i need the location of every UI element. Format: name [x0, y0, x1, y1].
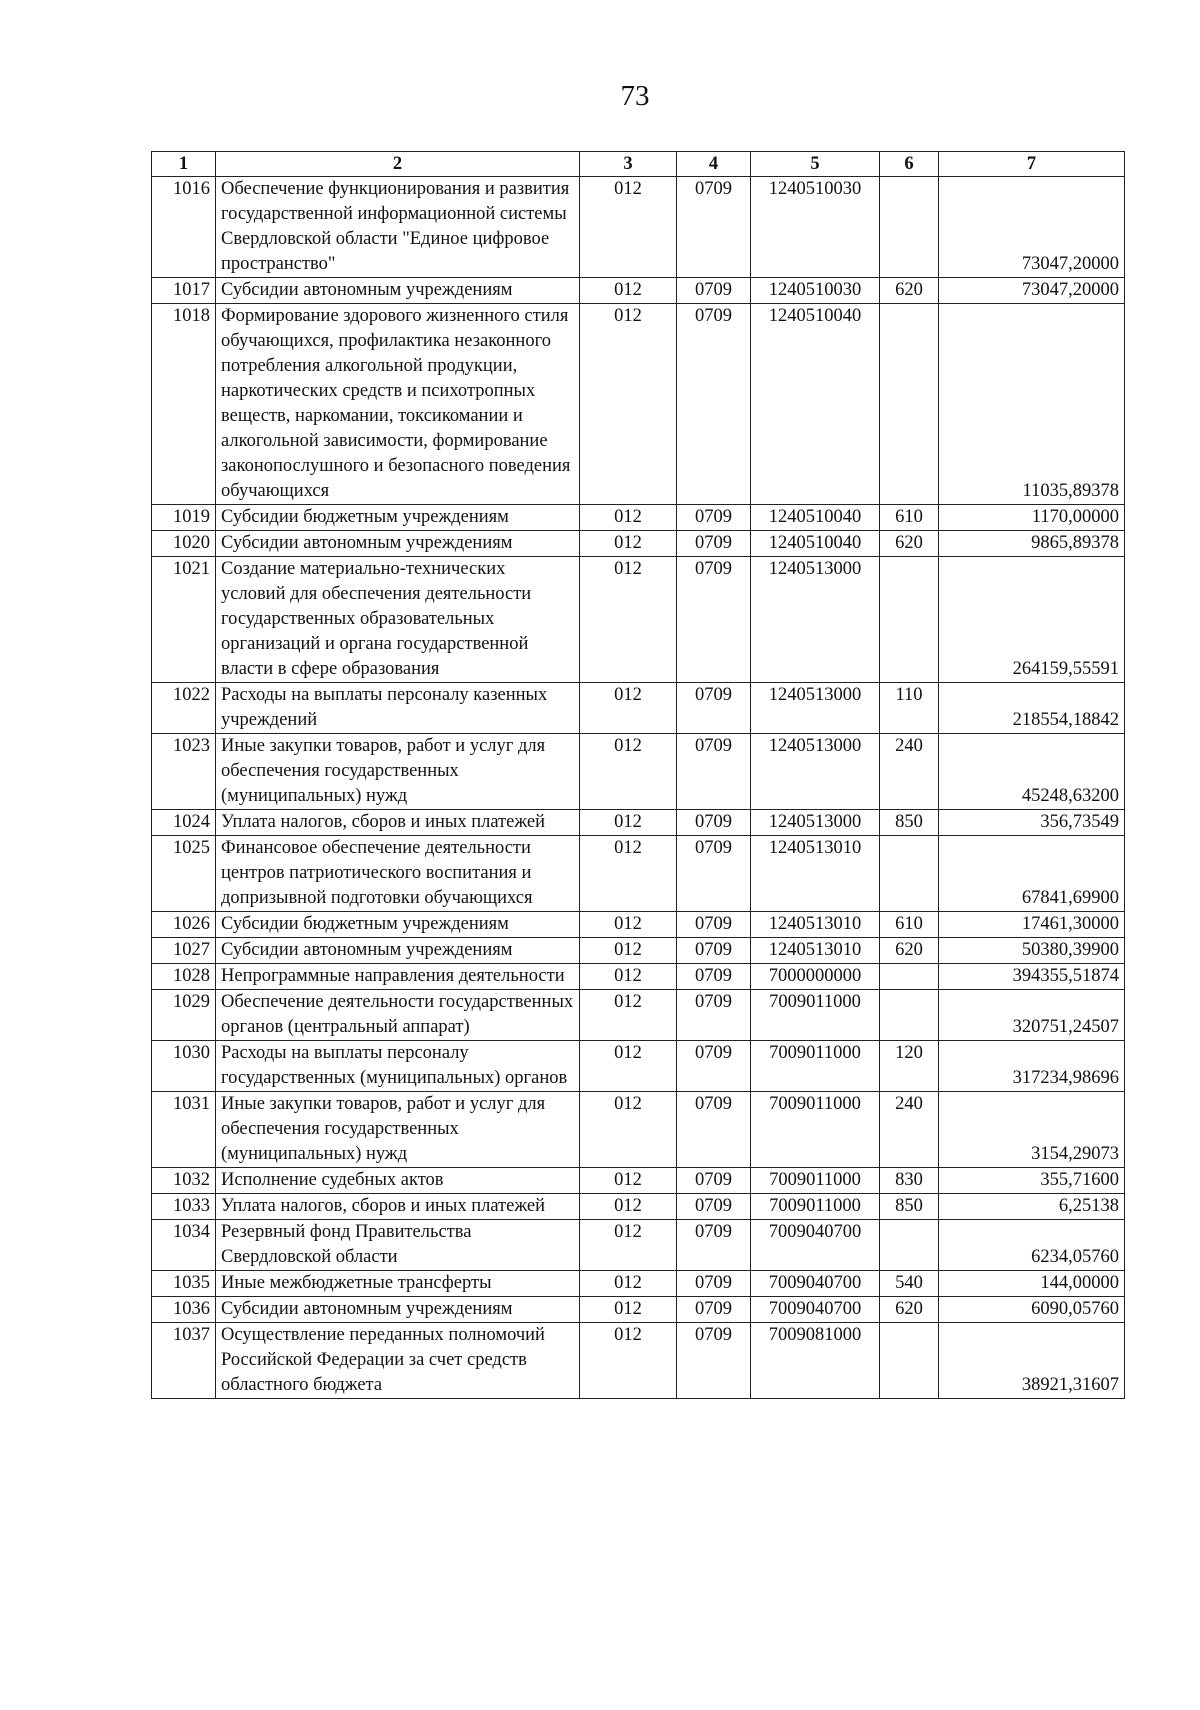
- expense-type-code: 610: [880, 912, 939, 938]
- expense-type-code: 620: [880, 938, 939, 964]
- expense-type-code: 850: [880, 810, 939, 836]
- amount: 50380,39900: [939, 938, 1125, 964]
- target-article-code: 7009011000: [751, 1168, 880, 1194]
- target-article-code: 1240510040: [751, 531, 880, 557]
- amount: 17461,30000: [939, 912, 1125, 938]
- row-number: 1028: [152, 964, 216, 990]
- section-code: 0709: [677, 836, 751, 912]
- ministry-code: 012: [580, 938, 677, 964]
- row-number: 1029: [152, 990, 216, 1041]
- expense-type-code: 110: [880, 683, 939, 734]
- row-number: 1020: [152, 531, 216, 557]
- row-name: Расходы на выплаты персоналу казенных учреждений: [216, 683, 580, 734]
- section-code: 0709: [677, 278, 751, 304]
- row-name: Иные межбюджетные трансферты: [216, 1271, 580, 1297]
- ministry-code: 012: [580, 278, 677, 304]
- header-row: [152, 152, 1125, 177]
- ministry-code: 012: [580, 1168, 677, 1194]
- amount: 73047,20000: [939, 278, 1125, 304]
- amount: 320751,24507: [939, 990, 1125, 1041]
- target-article-code: 1240510040: [751, 304, 880, 505]
- row-number: 1035: [152, 1271, 216, 1297]
- row-name: Обеспечение функционирования и развития государственной информационной системы Свердловской области "Единое цифровое пространство": [216, 177, 580, 278]
- table-row: [152, 1323, 1125, 1399]
- section-code: 0709: [677, 938, 751, 964]
- target-article-code: 1240510040: [751, 505, 880, 531]
- amount: 38921,31607: [939, 1323, 1125, 1399]
- expense-type-code: [880, 177, 939, 278]
- section-code: 0709: [677, 683, 751, 734]
- section-code: 0709: [677, 1271, 751, 1297]
- column-header: 6: [880, 152, 939, 177]
- row-number: 1031: [152, 1092, 216, 1168]
- expense-type-code: [880, 1323, 939, 1399]
- table-row: [152, 912, 1125, 938]
- target-article-code: 7009081000: [751, 1323, 880, 1399]
- row-number: 1033: [152, 1194, 216, 1220]
- target-article-code: 1240513010: [751, 836, 880, 912]
- row-name: Обеспечение деятельности государственных органов (центральный аппарат): [216, 990, 580, 1041]
- amount: 6,25138: [939, 1194, 1125, 1220]
- table-row: [152, 1041, 1125, 1092]
- table-row: [152, 964, 1125, 990]
- amount: 11035,89378: [939, 304, 1125, 505]
- target-article-code: 1240513000: [751, 557, 880, 683]
- page-number: 73: [620, 80, 650, 112]
- row-number: 1036: [152, 1297, 216, 1323]
- row-number: 1025: [152, 836, 216, 912]
- target-article-code: 1240513010: [751, 912, 880, 938]
- column-header: 1: [152, 152, 216, 177]
- section-code: 0709: [677, 1168, 751, 1194]
- expense-type-code: [880, 557, 939, 683]
- column-header: 4: [677, 152, 751, 177]
- row-name: Субсидии бюджетным учреждениям: [216, 505, 580, 531]
- section-code: 0709: [677, 964, 751, 990]
- target-article-code: 1240510030: [751, 177, 880, 278]
- row-name: Иные закупки товаров, работ и услуг для обеспечения государственных (муниципальных) нужд: [216, 1092, 580, 1168]
- section-code: 0709: [677, 304, 751, 505]
- table-row: [152, 836, 1125, 912]
- expense-type-code: 850: [880, 1194, 939, 1220]
- ministry-code: 012: [580, 1220, 677, 1271]
- ministry-code: 012: [580, 1271, 677, 1297]
- amount: 6234,05760: [939, 1220, 1125, 1271]
- row-name: Субсидии автономным учреждениям: [216, 938, 580, 964]
- column-header: 3: [580, 152, 677, 177]
- column-header: 2: [216, 152, 580, 177]
- section-code: 0709: [677, 990, 751, 1041]
- row-number: 1030: [152, 1041, 216, 1092]
- target-article-code: 1240510030: [751, 278, 880, 304]
- target-article-code: 7009011000: [751, 1041, 880, 1092]
- target-article-code: 7000000000: [751, 964, 880, 990]
- ministry-code: 012: [580, 557, 677, 683]
- row-name: Финансовое обеспечение деятельности центров патриотического воспитания и допризывной подготовки обучающихся: [216, 836, 580, 912]
- target-article-code: 1240513010: [751, 938, 880, 964]
- column-header: 5: [751, 152, 880, 177]
- ministry-code: 012: [580, 836, 677, 912]
- ministry-code: 012: [580, 1041, 677, 1092]
- amount: 355,71600: [939, 1168, 1125, 1194]
- expense-type-code: [880, 836, 939, 912]
- expense-type-code: [880, 304, 939, 505]
- table-row: [152, 1092, 1125, 1168]
- expense-type-code: 120: [880, 1041, 939, 1092]
- expense-type-code: 610: [880, 505, 939, 531]
- expense-type-code: 620: [880, 531, 939, 557]
- row-name: Непрограммные направления деятельности: [216, 964, 580, 990]
- expense-type-code: [880, 964, 939, 990]
- amount: 73047,20000: [939, 177, 1125, 278]
- amount: 67841,69900: [939, 836, 1125, 912]
- ministry-code: 012: [580, 1297, 677, 1323]
- row-number: 1017: [152, 278, 216, 304]
- target-article-code: 1240513000: [751, 734, 880, 810]
- row-name: Субсидии автономным учреждениям: [216, 531, 580, 557]
- expense-type-code: 620: [880, 1297, 939, 1323]
- amount: 264159,55591: [939, 557, 1125, 683]
- row-name: Уплата налогов, сборов и иных платежей: [216, 810, 580, 836]
- row-name: Иные закупки товаров, работ и услуг для обеспечения государственных (муниципальных) нужд: [216, 734, 580, 810]
- ministry-code: 012: [580, 810, 677, 836]
- row-number: 1021: [152, 557, 216, 683]
- section-code: 0709: [677, 1092, 751, 1168]
- table-row: [152, 1194, 1125, 1220]
- table-row: [152, 1220, 1125, 1271]
- section-code: 0709: [677, 505, 751, 531]
- target-article-code: 7009040700: [751, 1220, 880, 1271]
- ministry-code: 012: [580, 1092, 677, 1168]
- row-name: Субсидии автономным учреждениям: [216, 1297, 580, 1323]
- section-code: 0709: [677, 1323, 751, 1399]
- row-name: Расходы на выплаты персоналу государственных (муниципальных) органов: [216, 1041, 580, 1092]
- section-code: 0709: [677, 912, 751, 938]
- target-article-code: 7009011000: [751, 1194, 880, 1220]
- ministry-code: 012: [580, 990, 677, 1041]
- table-row: [152, 531, 1125, 557]
- ministry-code: 012: [580, 304, 677, 505]
- table-row: [152, 1271, 1125, 1297]
- table-row: [152, 557, 1125, 683]
- row-name: Субсидии бюджетным учреждениям: [216, 912, 580, 938]
- row-number: 1026: [152, 912, 216, 938]
- amount: 356,73549: [939, 810, 1125, 836]
- ministry-code: 012: [580, 531, 677, 557]
- amount: 3154,29073: [939, 1092, 1125, 1168]
- section-code: 0709: [677, 734, 751, 810]
- row-number: 1032: [152, 1168, 216, 1194]
- amount: 394355,51874: [939, 964, 1125, 990]
- row-name: Формирование здорового жизненного стиля обучающихся, профилактика незаконного потребления алкогольной продукции, наркотических средств и психотропных веществ, наркомании, токсикомании и алкогольной зависимости, формирование законопослушного и безопасного поведения обучающихся: [216, 304, 580, 505]
- table-row: [152, 938, 1125, 964]
- section-code: 0709: [677, 557, 751, 683]
- ministry-code: 012: [580, 1194, 677, 1220]
- expense-type-code: 240: [880, 1092, 939, 1168]
- row-number: 1019: [152, 505, 216, 531]
- ministry-code: 012: [580, 734, 677, 810]
- table-row: [152, 177, 1125, 278]
- target-article-code: 7009011000: [751, 1092, 880, 1168]
- row-number: 1027: [152, 938, 216, 964]
- ministry-code: 012: [580, 505, 677, 531]
- section-code: 0709: [677, 1194, 751, 1220]
- target-article-code: 7009040700: [751, 1297, 880, 1323]
- row-number: 1034: [152, 1220, 216, 1271]
- amount: 9865,89378: [939, 531, 1125, 557]
- row-name: Уплата налогов, сборов и иных платежей: [216, 1194, 580, 1220]
- section-code: 0709: [677, 1041, 751, 1092]
- amount: 45248,63200: [939, 734, 1125, 810]
- table-row: [152, 505, 1125, 531]
- table-row: [152, 683, 1125, 734]
- section-code: 0709: [677, 177, 751, 278]
- row-number: 1018: [152, 304, 216, 505]
- ministry-code: 012: [580, 683, 677, 734]
- amount: 144,00000: [939, 1271, 1125, 1297]
- row-number: 1023: [152, 734, 216, 810]
- ministry-code: 012: [580, 177, 677, 278]
- amount: 317234,98696: [939, 1041, 1125, 1092]
- row-name: Резервный фонд Правительства Свердловской области: [216, 1220, 580, 1271]
- column-header: 7: [939, 152, 1125, 177]
- target-article-code: 7009011000: [751, 990, 880, 1041]
- table-row: [152, 1168, 1125, 1194]
- amount: 6090,05760: [939, 1297, 1125, 1323]
- expense-type-code: [880, 1220, 939, 1271]
- amount: 218554,18842: [939, 683, 1125, 734]
- target-article-code: 1240513000: [751, 810, 880, 836]
- ministry-code: 012: [580, 1323, 677, 1399]
- section-code: 0709: [677, 1220, 751, 1271]
- amount: 1170,00000: [939, 505, 1125, 531]
- expense-type-code: 830: [880, 1168, 939, 1194]
- table-row: [152, 304, 1125, 505]
- expense-type-code: 620: [880, 278, 939, 304]
- section-code: 0709: [677, 531, 751, 557]
- table-row: [152, 990, 1125, 1041]
- row-name: Субсидии автономным учреждениям: [216, 278, 580, 304]
- table-row: [152, 810, 1125, 836]
- row-name: Создание материально-технических условий для обеспечения деятельности государственных образовательных организаций и органа государственной власти в сфере образования: [216, 557, 580, 683]
- expense-type-code: [880, 990, 939, 1041]
- section-code: 0709: [677, 1297, 751, 1323]
- expense-type-code: 240: [880, 734, 939, 810]
- table-row: [152, 734, 1125, 810]
- section-code: 0709: [677, 810, 751, 836]
- budget-table: [151, 151, 1125, 1399]
- table-row: [152, 1297, 1125, 1323]
- row-number: 1022: [152, 683, 216, 734]
- row-number: 1037: [152, 1323, 216, 1399]
- target-article-code: 1240513000: [751, 683, 880, 734]
- row-number: 1024: [152, 810, 216, 836]
- row-number: 1016: [152, 177, 216, 278]
- row-name: Исполнение судебных актов: [216, 1168, 580, 1194]
- row-name: Осуществление переданных полномочий Российской Федерации за счет средств областного бюджета: [216, 1323, 580, 1399]
- expense-type-code: 540: [880, 1271, 939, 1297]
- target-article-code: 7009040700: [751, 1271, 880, 1297]
- table-row: [152, 278, 1125, 304]
- ministry-code: 012: [580, 964, 677, 990]
- ministry-code: 012: [580, 912, 677, 938]
